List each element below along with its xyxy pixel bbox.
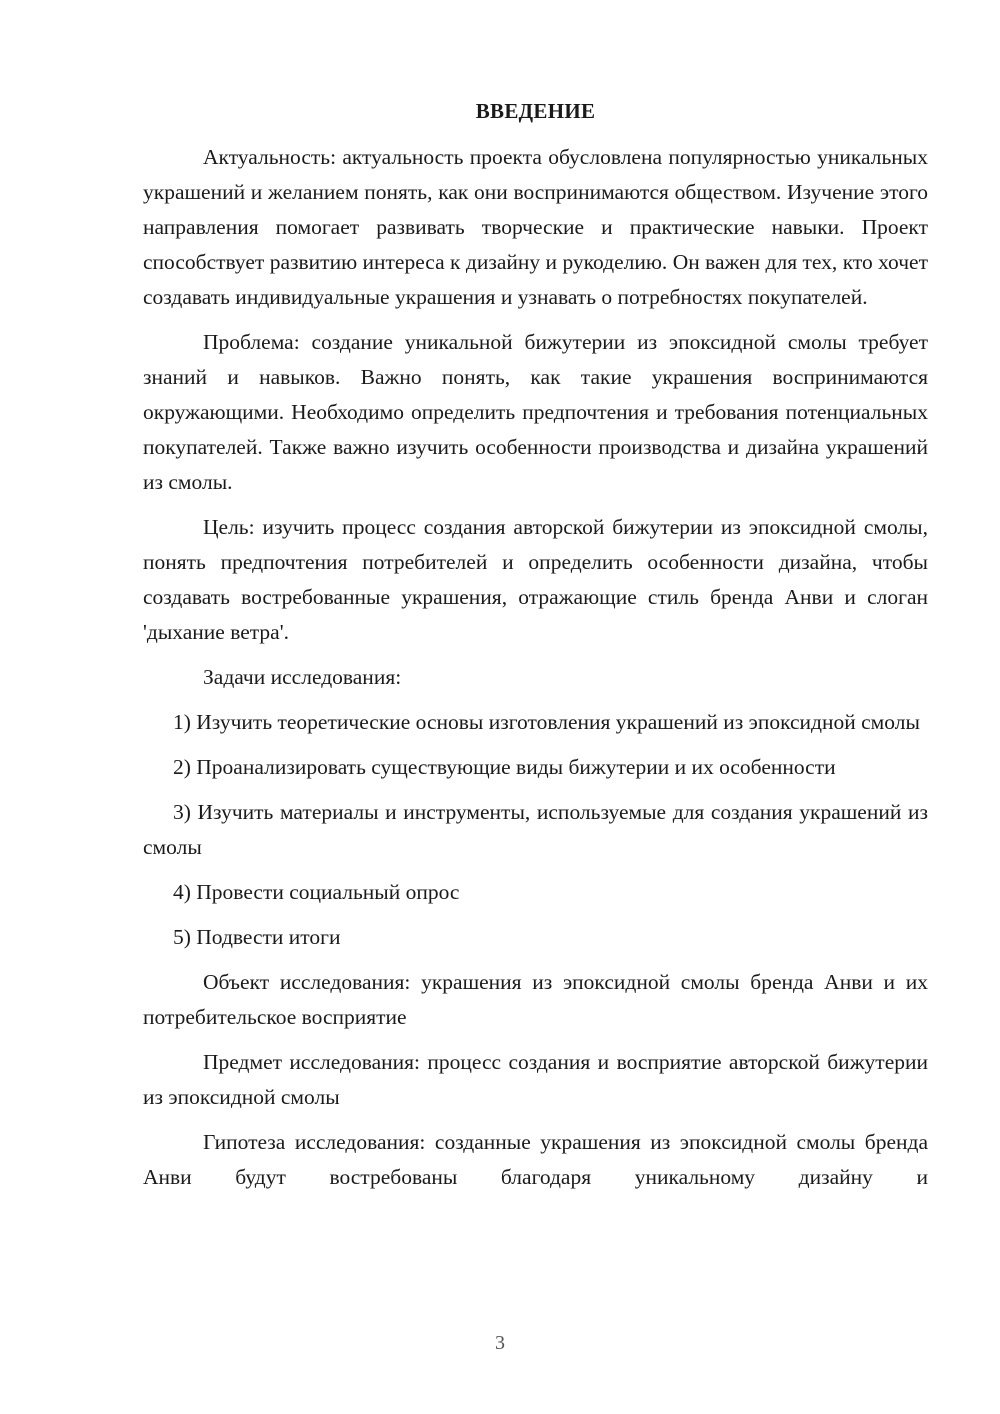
- problem-paragraph: Проблема: создание уникальной бижутерии из эпоксидной смолы требует знаний и навыков. Важно понять, как такие украшения воспринимаются окружающими. Необходимо определить предпочтения и требования потенциальных покупателей. Также важно изучить особенности производства и дизайна украшений из смолы.: [143, 330, 928, 494]
- hypothesis-paragraph: Гипотеза исследования: созданные украшения из эпоксидной смолы бренда Анви будут востребованы благодаря уникальному дизайну и: [143, 1130, 928, 1189]
- task-item-1: 1) Изучить теоретические основы изготовления украшений из эпоксидной смолы: [173, 710, 920, 734]
- task-item-5: 5) Подвести итоги: [173, 925, 341, 949]
- relevance-paragraph: Актуальность: актуальность проекта обусловлена популярностью уникальных украшений и желанием понять, как они воспринимаются обществом. Изучение этого направления помогает развивать творческие и практические навыки. Проект способствует развитию интереса к дизайну и рукоделию. Он важен для тех, кто хочет создавать индивидуальные украшения и узнавать о потребностях покупателей.: [143, 145, 928, 309]
- task-item-4: 4) Провести социальный опрос: [173, 880, 460, 904]
- page-title: ВВЕДЕНИЕ: [475, 99, 596, 123]
- subject-paragraph: Предмет исследования: процесс создания и восприятие авторской бижутерии из эпоксидной смолы: [143, 1050, 928, 1109]
- object-paragraph: Объект исследования: украшения из эпоксидной смолы бренда Анви и их потребительское восприятие: [143, 970, 928, 1029]
- goal-paragraph: Цель: изучить процесс создания авторской бижутерии из эпоксидной смолы, понять предпочтения потребителей и определить особенности дизайна, чтобы создавать востребованные украшения, отражающие стиль бренда Анви и слоган 'дыхание ветра'.: [143, 515, 928, 644]
- tasks-heading: Задачи исследования:: [203, 665, 402, 689]
- task-item-3: 3) Изучить материалы и инструменты, используемые для создания украшений из смолы: [143, 800, 928, 859]
- page-number: 3: [495, 1332, 505, 1354]
- task-item-2: 2) Проанализировать существующие виды бижутерии и их особенности: [173, 755, 836, 779]
- page-content: [143, 96, 928, 1205]
